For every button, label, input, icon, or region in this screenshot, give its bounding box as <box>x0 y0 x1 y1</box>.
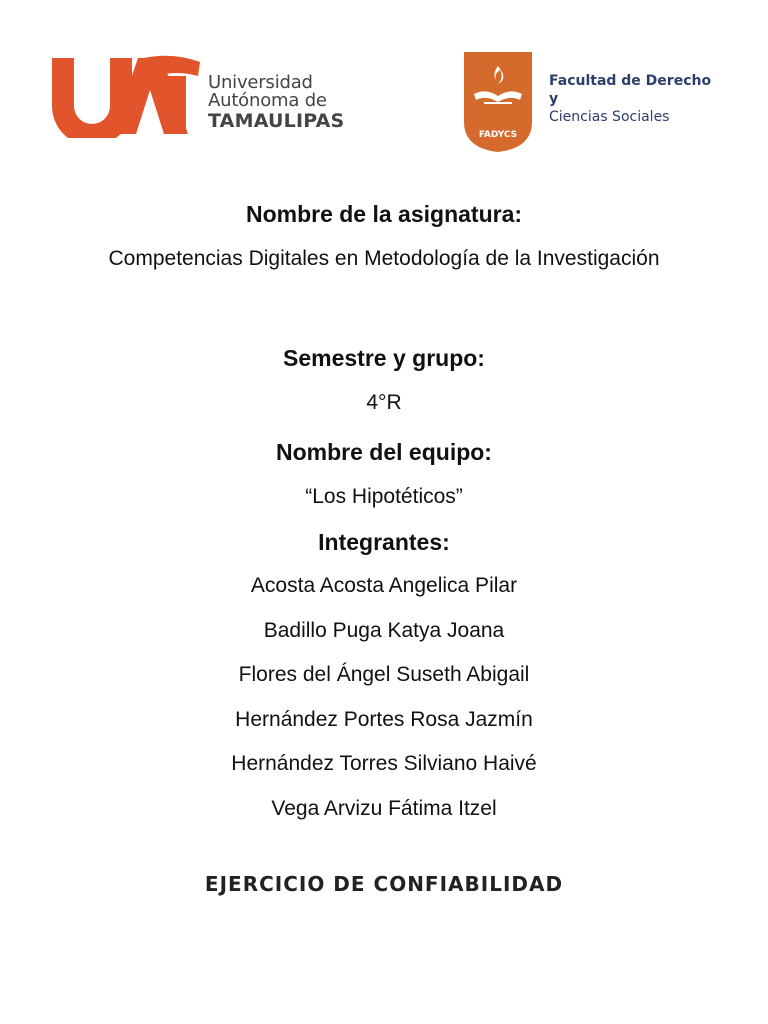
semester-heading: Semestre y grupo: <box>283 345 485 371</box>
uat-monogram-icon <box>52 54 200 138</box>
member-name: Acosta Acosta Angelica Pilar <box>250 574 518 597</box>
uat-logo <box>52 54 345 138</box>
member-name: Badillo Puga Katya Joana <box>263 618 505 642</box>
fadycs-shield-label: FADYCS <box>478 130 518 140</box>
members-heading: Integrantes: <box>318 529 450 555</box>
subject-heading: Nombre de la asignatura: <box>245 201 523 227</box>
uat-line2: Autónoma de <box>208 90 327 111</box>
semester-value: 4°R <box>366 391 402 414</box>
member-name: Flores del Ángel Suseth Abigail <box>238 663 530 687</box>
cover-content <box>0 196 768 832</box>
fadycs-logo <box>464 52 714 152</box>
uat-line3: TAMAULIPAS <box>208 110 345 132</box>
fadycs-wordmark <box>549 72 714 126</box>
member-name: Vega Arvizu Fátima Itzel <box>271 796 497 820</box>
uat-wordmark <box>208 74 344 130</box>
member-name: Hernández Torres Silviano Haivé <box>231 752 537 776</box>
fadycs-line2: Ciencias Sociales <box>549 109 670 125</box>
team-heading: Nombre del equipo: <box>276 439 492 465</box>
members-list <box>0 564 768 832</box>
member-name: Hernández Portes Rosa Jazmín <box>235 707 533 731</box>
uat-line1: Universidad <box>208 72 313 93</box>
team-name: “Los Hipotéticos” <box>305 485 463 508</box>
exercise-title: EJERCICIO DE CONFIABILIDAD <box>204 872 564 896</box>
subject-name: Competencias Digitales en Metodología de la Investigación <box>108 247 660 270</box>
fadycs-line1: Facultad de Derecho y <box>549 73 712 107</box>
